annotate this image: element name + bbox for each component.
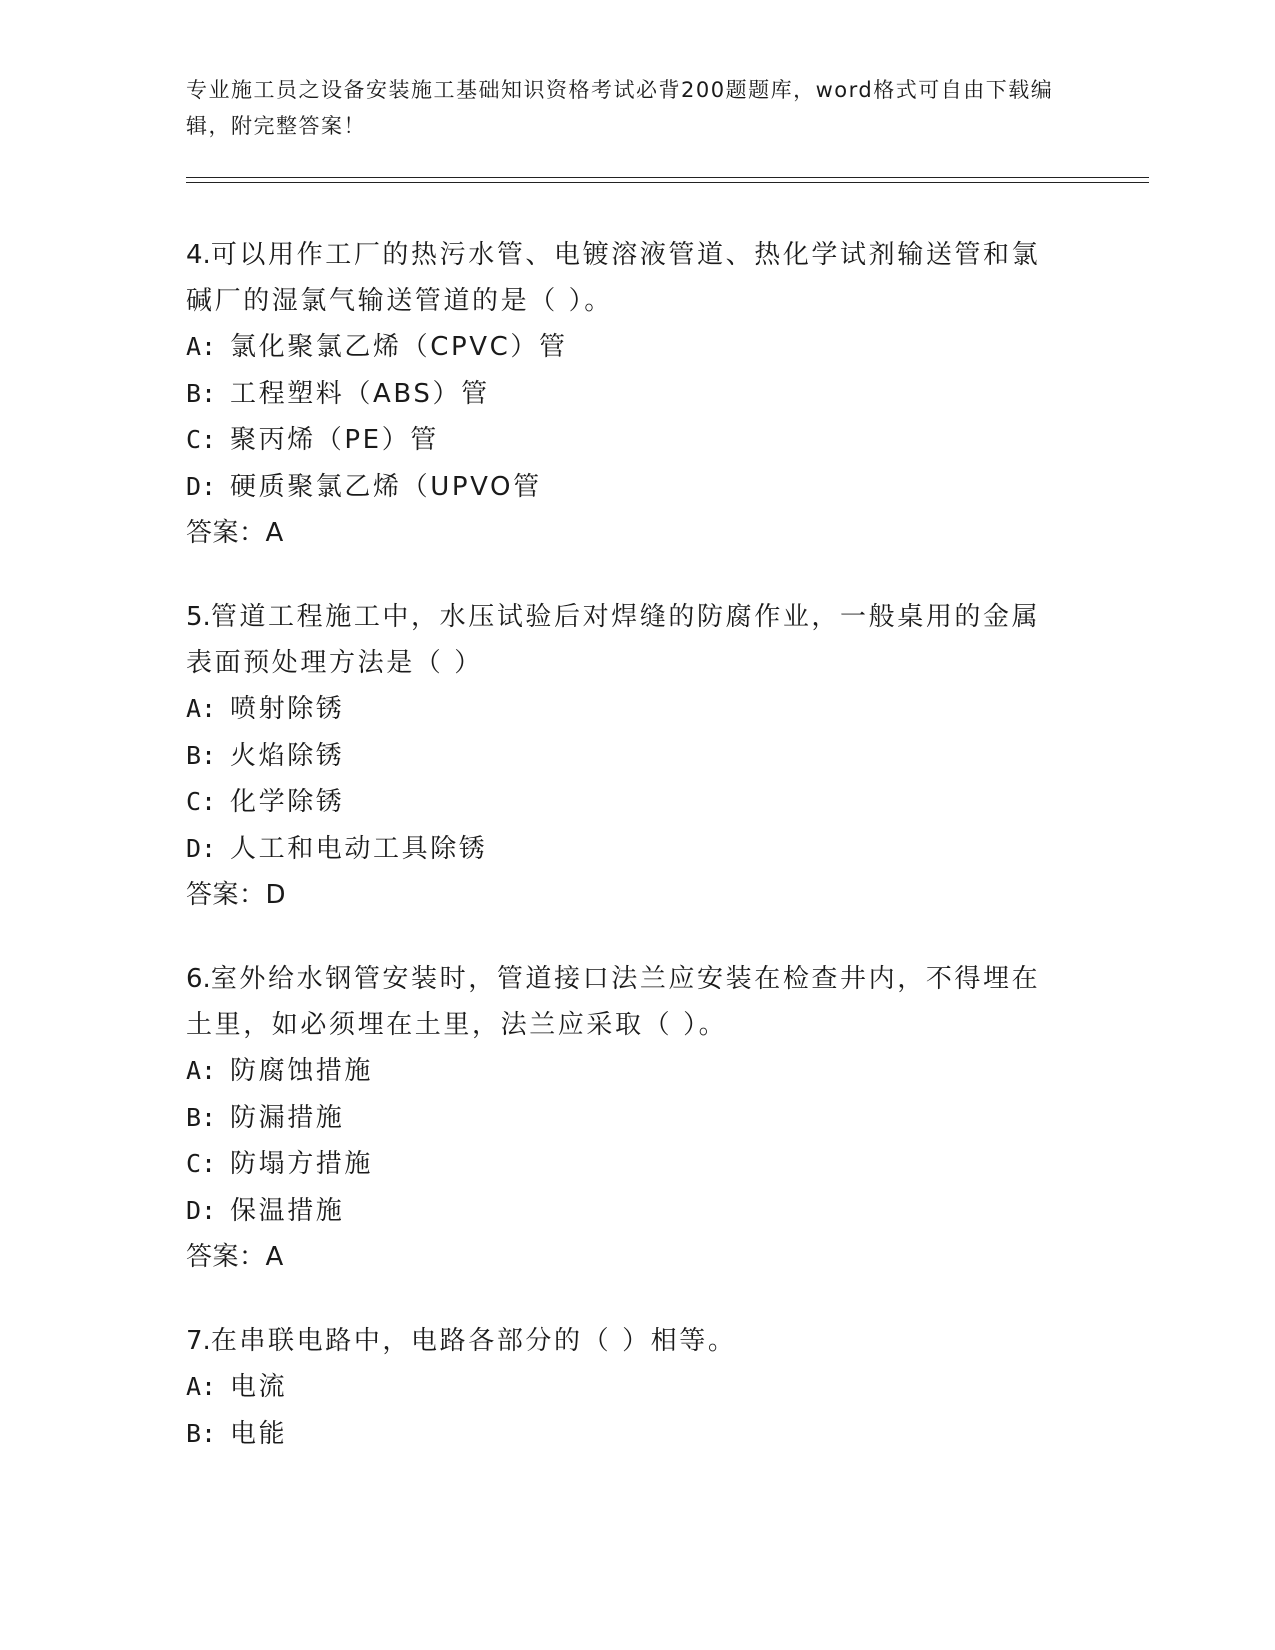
option-b xyxy=(186,371,1066,418)
option-key: D: xyxy=(186,833,217,863)
option-text: 防腐蚀措施 xyxy=(230,1056,374,1086)
document-title: 专业施工员之设备安装施工基础知识资格考试必背200题题库，word格式可自由下载编辑，附完整答案！ xyxy=(186,78,1054,138)
question-number: 5. xyxy=(186,602,211,632)
option-key: C: xyxy=(186,787,217,816)
option-d xyxy=(186,1188,1066,1235)
option-key: C: xyxy=(186,425,217,454)
question-7 xyxy=(186,1318,1066,1457)
option-a xyxy=(186,1048,1066,1095)
header-divider-bottom xyxy=(186,182,1149,183)
answer: 答案：D xyxy=(186,880,287,910)
option-text: 人工和电动工具除锈 xyxy=(230,833,488,864)
option-b xyxy=(186,1411,1066,1458)
header-divider-top xyxy=(186,177,1149,178)
option-c xyxy=(186,779,1066,826)
question-number: 4. xyxy=(186,240,211,270)
option-text: 喷射除锈 xyxy=(230,694,345,724)
answer: 答案：A xyxy=(186,1242,284,1272)
option-a xyxy=(186,686,1066,733)
option-key: B: xyxy=(186,378,217,408)
option-key: A: xyxy=(186,1372,217,1401)
option-text: 氯化聚氯乙烯（CPVC）管 xyxy=(230,332,568,362)
document-header xyxy=(186,72,1066,144)
option-d xyxy=(186,464,1066,511)
option-key: B: xyxy=(186,740,217,770)
option-text: 防塌方措施 xyxy=(230,1149,374,1179)
option-c xyxy=(186,417,1066,464)
option-text: 化学除锈 xyxy=(230,787,345,817)
option-b xyxy=(186,1095,1066,1142)
option-text: 硬质聚氯乙烯（UPVO管 xyxy=(230,471,542,502)
option-a xyxy=(186,1364,1066,1411)
question-stem: 管道工程施工中，水压试验后对焊缝的防腐作业，一般桌用的金属表面预处理方法是（ ） xyxy=(186,602,1041,678)
question-text xyxy=(186,956,1066,1048)
option-key: D: xyxy=(186,471,217,501)
option-key: B: xyxy=(186,1102,217,1132)
question-5 xyxy=(186,594,1066,918)
option-key: D: xyxy=(186,1195,217,1225)
option-text: 火焰除锈 xyxy=(230,740,345,771)
option-text: 防漏措施 xyxy=(230,1102,345,1133)
answer: 答案：A xyxy=(186,518,284,548)
option-c xyxy=(186,1141,1066,1188)
option-d xyxy=(186,826,1066,873)
question-text xyxy=(186,1318,1066,1364)
option-text: 电流 xyxy=(230,1372,288,1402)
option-key: A: xyxy=(186,694,217,723)
question-6 xyxy=(186,956,1066,1280)
question-text xyxy=(186,232,1066,324)
option-b xyxy=(186,733,1066,780)
question-stem: 可以用作工厂的热污水管、电镀溶液管道、热化学试剂输送管和氯碱厂的湿氯气输送管道的是（ ）。 xyxy=(186,240,1041,316)
option-key: A: xyxy=(186,332,217,361)
option-key: C: xyxy=(186,1149,217,1178)
option-text: 电能 xyxy=(230,1418,288,1449)
question-stem: 在串联电路中，电路各部分的（ ）相等。 xyxy=(210,1326,737,1356)
option-text: 保温措施 xyxy=(230,1195,345,1226)
option-a xyxy=(186,324,1066,371)
question-number: 6. xyxy=(186,964,211,994)
option-text: 工程塑料（ABS）管 xyxy=(230,378,490,409)
question-4 xyxy=(186,232,1066,556)
option-key: B: xyxy=(186,1418,217,1448)
question-stem: 室外给水钢管安装时，管道接口法兰应安装在检查井内，不得埋在土里，如必须埋在土里，法兰应采取（ ）。 xyxy=(186,964,1041,1040)
question-number: 7. xyxy=(186,1326,211,1356)
question-text xyxy=(186,594,1066,686)
option-key: A: xyxy=(186,1056,217,1085)
question-list xyxy=(186,232,1066,1495)
option-text: 聚丙烯（PE）管 xyxy=(230,425,439,455)
